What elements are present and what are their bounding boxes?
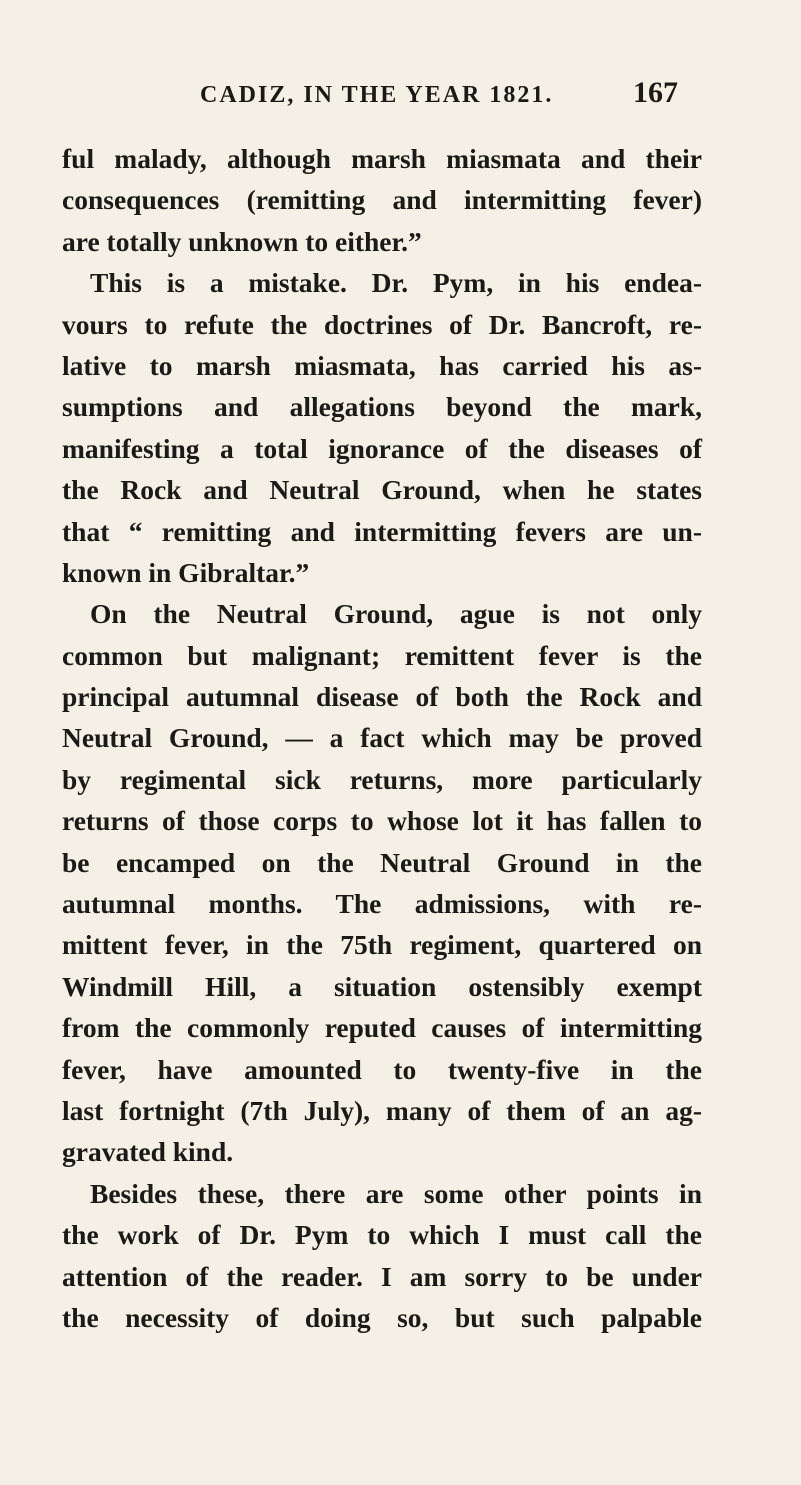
text-line: the work of Dr. Pym to which I must call the: [62, 1219, 702, 1251]
running-title: CADIZ, IN THE YEAR 1821.: [200, 82, 554, 108]
text-line: lative to marsh miasmata, has carried his as-: [62, 349, 702, 381]
text-line: common but malignant; remittent fever is the: [62, 639, 702, 671]
text-line: be encamped on the Neutral Ground in the: [62, 846, 702, 878]
text-line: manifesting a total ignorance of the diseases of: [62, 432, 702, 464]
text-line: last fortnight (7th July), many of them of an ag-: [62, 1094, 702, 1126]
text-line: that “ remitting and intermitting fevers are un-: [62, 515, 702, 547]
text-line: the Rock and Neutral Ground, when he states: [62, 474, 702, 506]
text-line: vours to refute the doctrines of Dr. Bancroft, re-: [62, 308, 702, 340]
text-line: known in Gibraltar.”: [62, 556, 310, 588]
text-line: mittent fever, in the 75th regiment, quartered on: [62, 929, 702, 961]
body-text: [62, 138, 702, 1338]
text-line: are totally unknown to either.”: [62, 225, 422, 257]
text-line: Windmill Hill, a situation ostensibly exempt: [62, 970, 702, 1002]
text-line: autumnal months. The admissions, with re-: [62, 888, 702, 920]
text-line: by regimental sick returns, more particularly: [62, 763, 702, 795]
running-head: [200, 76, 720, 122]
text-line: consequences (remitting and intermitting fever): [62, 184, 702, 216]
text-line: fever, have amounted to twenty-five in the: [62, 1053, 702, 1085]
text-line: the necessity of doing so, but such palpable: [62, 1301, 702, 1333]
text-line: principal autumnal disease of both the Rock and: [62, 681, 702, 713]
text-line: On the Neutral Ground, ague is not only: [90, 598, 702, 630]
text-line: This is a mistake. Dr. Pym, in his endea-: [90, 267, 702, 299]
text-line: from the commonly reputed causes of intermitting: [62, 1012, 702, 1044]
text-line: attention of the reader. I am sorry to be under: [62, 1260, 702, 1292]
text-line: returns of those corps to whose lot it has fallen to: [62, 805, 702, 837]
text-line: gravated kind.: [62, 1136, 234, 1168]
page-number: 167: [633, 76, 678, 109]
text-line: sumptions and allegations beyond the mark,: [62, 391, 702, 423]
text-line: Neutral Ground, — a fact which may be proved: [62, 722, 702, 754]
text-line: ful malady, although marsh miasmata and their: [62, 143, 702, 174]
text-line: Besides these, there are some other points in: [90, 1177, 702, 1209]
